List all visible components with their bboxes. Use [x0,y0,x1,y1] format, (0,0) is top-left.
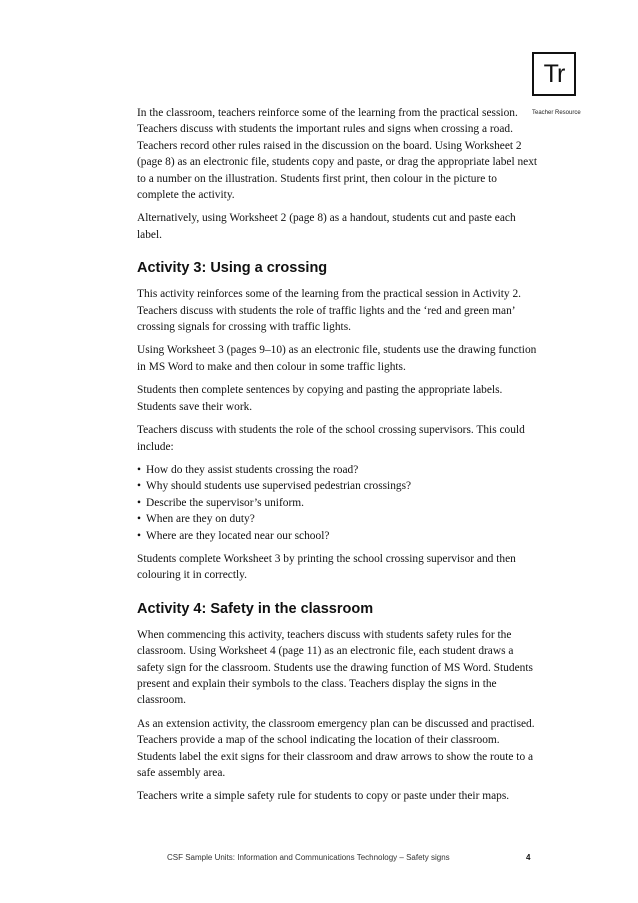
intro-paragraph: Alternatively, using Worksheet 2 (page 8) as a handout, students cut and paste each label. [137,212,516,241]
logo-caption: Teacher Resource [532,110,581,116]
activity3-paragraph: This activity reinforces some of the learning from the practical session in Activity 2. Teachers discuss with students the role of traffic lights and the ‘red and green man’ crossing signals for crossing with traffic lights. [137,288,522,334]
list-item: • How do they assist students crossing the road? [137,462,539,478]
teacher-resource-logo [532,52,576,96]
activity4-heading: Activity 4: Safety in the classroom [137,600,374,617]
logo-mark: Tr [543,59,565,88]
activity3-paragraph: Teachers discuss with students the role of the school crossing supervisors. This could include: [137,424,525,453]
page-number: 4 [526,853,531,862]
activity3-paragraph: Using Worksheet 3 (pages 9–10) as an electronic file, students use the drawing function in MS Word to make and then colour in some traffic lights. [137,344,537,373]
activity4-paragraph: Teachers write a simple safety rule for students to copy or paste under their maps. [137,790,510,803]
list-item: • Why should students use supervised pedestrian crossings? [137,478,539,494]
activity4-paragraph: As an extension activity, the classroom emergency plan can be discussed and practised. Teachers provide a map of the school indicating the location of their classroom. Students label the exit signs for their classroom and draw arrows to show the route to a safe assembly area. [137,717,535,779]
list-item: • Where are they located near our school? [137,528,539,544]
activity3-closing: Students complete Worksheet 3 by printing the school crossing supervisor and then colouring it in correctly. [137,552,516,582]
intro-paragraph: In the classroom, teachers reinforce some of the learning from the practical session. Teachers discuss with students the important rules and signs when crossing a road. Teachers record other rules raised in the discussion on the board. Using Worksheet 2 (page 8) as an electronic file, students copy and paste, or drag the appropriate label next to a number on the illustration. Students first print, then colour in the picture to complete the activity. [137,107,538,202]
crossing-supervisor-questions [137,462,539,544]
list-item: • Describe the supervisor’s uniform. [137,495,539,511]
activity3-heading: Activity 3: Using a crossing [137,260,328,277]
list-item: • When are they on duty? [137,511,539,527]
activity3-paragraph: Students then complete sentences by copying and pasting the appropriate labels. Students save their work. [137,384,503,413]
activity4-paragraph: When commencing this activity, teachers discuss with students safety rules for the classroom. Using Worksheet 4 (page 11) as an electronic file, each student draws a safety sign for the classroom. Students use the drawing function of MS Word. Students present and explain their symbols to the class. Teachers display the signs in the classroom. [137,628,533,707]
page-content [137,105,539,812]
footer-text: CSF Sample Units: Information and Communications Technology – Safety signs [167,853,450,862]
